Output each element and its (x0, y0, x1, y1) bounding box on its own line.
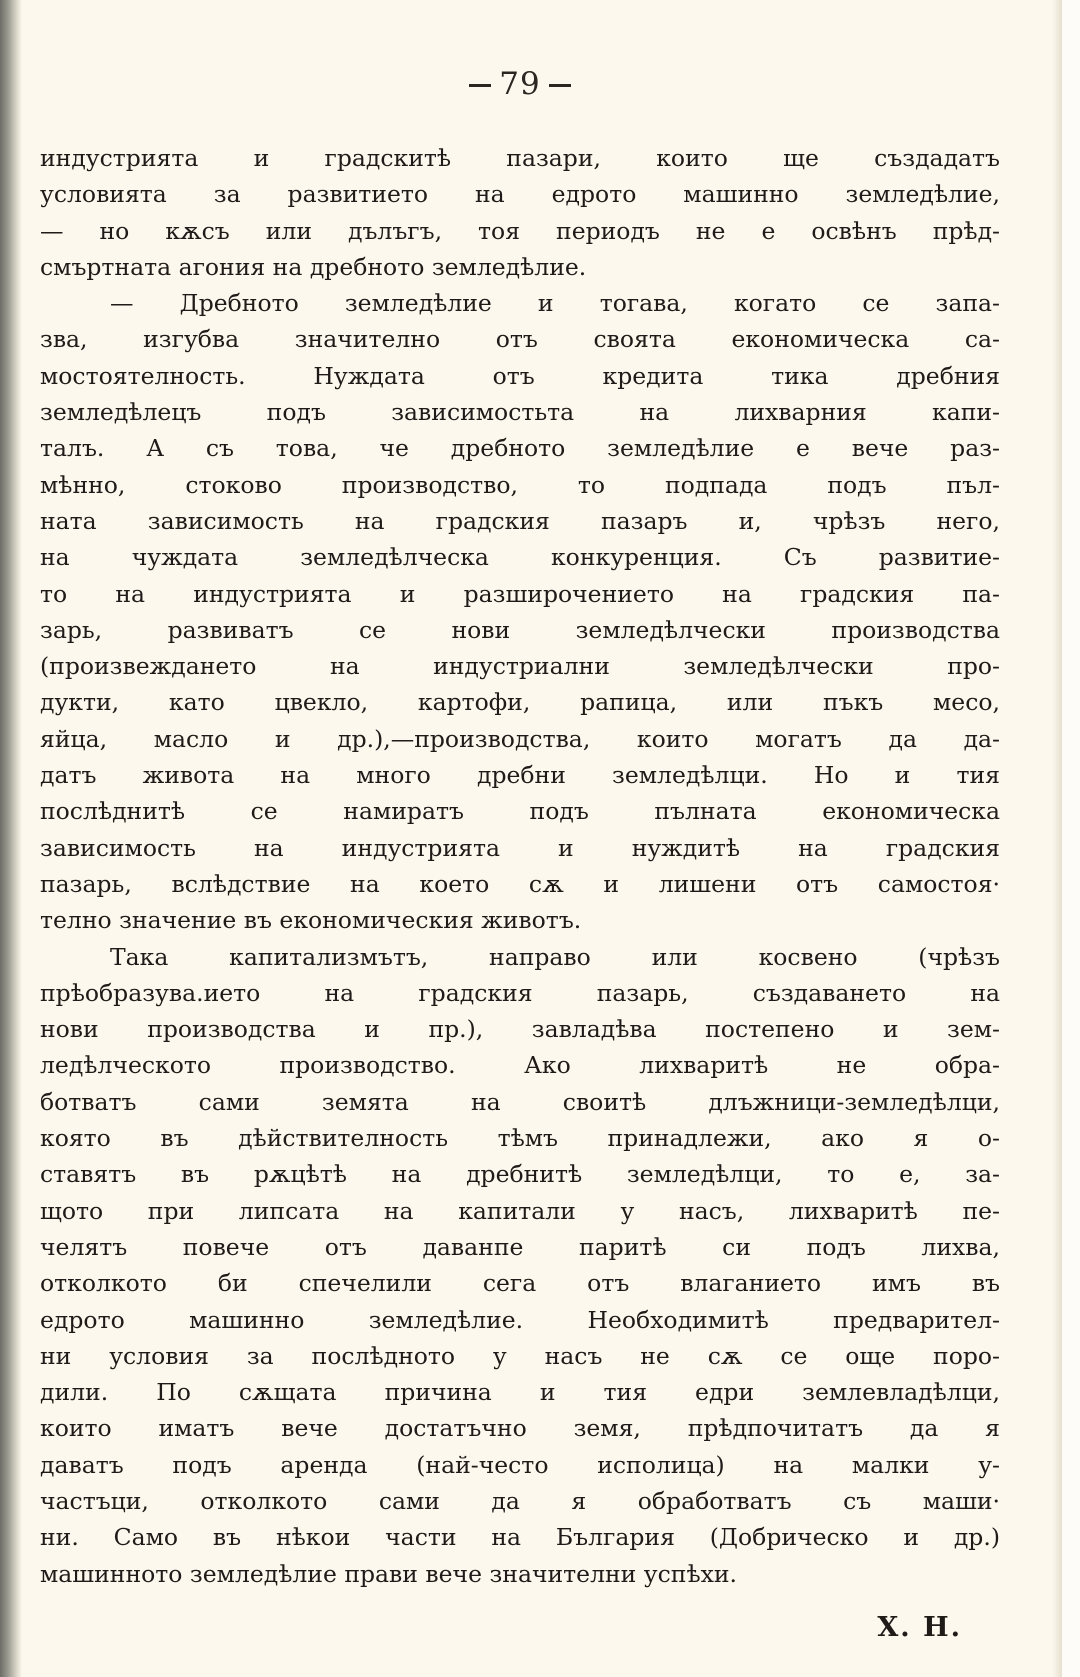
text-line: ледѣлческото производство. Ако лихваритѣ не обра- (40, 1051, 1000, 1080)
text-line: — но кѫсъ или дълъгъ, тоя периодъ не е освѣнъ прѣд- (40, 216, 1000, 245)
spine-shadow (0, 0, 22, 1677)
text-line: датъ живота на много дребни земледѣлци. Но и тия (40, 761, 1000, 790)
author-signature: Х. Н. (877, 1612, 962, 1643)
text-line: — Дребното земледѣлие и тогава, когато се запа- (110, 289, 1000, 318)
page-edge (1052, 0, 1062, 1677)
text-line: телно значение въ економическия животъ. (40, 906, 582, 935)
page-number-dash-right (549, 84, 571, 87)
body-text (40, 140, 1000, 1592)
text-line: които иматъ вече достатъчно земя, прѣдпочитатъ да я (40, 1414, 1000, 1443)
text-line: даватъ подъ аренда (най-често исполица) на малки у- (40, 1450, 1000, 1479)
text-line: то на индустрията и разширочението на градския па- (40, 579, 1000, 608)
text-line: частъци, отколкото сами да я обработватъ съ маши· (40, 1486, 1000, 1515)
text-line: смъртната агония на дребното земледѣлие. (40, 252, 587, 281)
text-line: (произвеждането на индустриални земледѣлчески про- (40, 652, 1000, 681)
text-line: щото при липсата на капитали у насъ, лихваритѣ пе- (40, 1196, 1000, 1225)
page-number-text: 79 (499, 66, 541, 102)
text-line: ни. Само въ нѣкои части на България (Добрическо и др.) (40, 1523, 1000, 1552)
text-line: ни условия за послѣдното у насъ не сѫ се още поро- (40, 1341, 1000, 1370)
text-line: ботватъ сами земята на своитѣ длъжници-земледѣлци, (40, 1087, 1000, 1116)
text-line: зависимость на индустрията и нуждитѣ на градския (40, 833, 1000, 862)
text-line: мостоятелность. Нуждата отъ кредита тика дребния (40, 361, 1000, 390)
text-line: която въ дѣйствителность тѣмъ принадлежи, ако я о- (40, 1124, 1000, 1153)
text-line: прѣобразува.ието на градския пазарь, създаването на (40, 978, 1000, 1007)
text-line: индустрията и градскитѣ пазари, които ще създадатъ (40, 144, 1000, 172)
text-line: зва, изгубва значително отъ своята економическа са- (40, 325, 1000, 354)
text-line: ната зависимость на градския пазаръ и, чрѣзъ него, (40, 506, 1000, 535)
text-line: земледѣлецъ подъ зависимостьта на лихварния капи- (40, 398, 1000, 427)
text-line: на чуждата земледѣлческа конкуренция. Съ развитие- (40, 543, 1000, 572)
text-line: дили. По сѫщата причина и тия едри землевладѣлци, (40, 1378, 1000, 1407)
text-line: едрото машинно земледѣлие. Необходимитѣ предварител- (40, 1305, 1000, 1334)
text-line: ставятъ въ рѫцѣтѣ на дребнитѣ земледѣлци, то е, за- (40, 1160, 1000, 1189)
text-line: челятъ повече отъ даванпе паритѣ си подъ лихва, (40, 1232, 1000, 1261)
text-line: послѣднитѣ се намиратъ подъ пълната економическа (40, 797, 1000, 826)
page-number (0, 66, 1040, 102)
text-line: мѣнно, стоково производство, то подпада подъ пъл- (40, 470, 1000, 499)
page-number-dash-left (469, 84, 491, 87)
text-line: талъ. А съ това, че дребното земледѣлие е вече раз- (40, 434, 1000, 463)
text-line: нови производства и пр.), завладѣва постепено и зем- (40, 1015, 1000, 1044)
text-line: машинното земледѣлие прави вече значителни успѣхи. (40, 1559, 738, 1588)
text-line: зарь, развиватъ се нови земледѣлчески производства (40, 615, 1000, 644)
text-line: дукти, като цвекло, картофи, рапица, или пъкъ месо, (40, 688, 1000, 717)
text-line: отколкото би спечелили сега отъ влаганието имъ въ (40, 1269, 1000, 1298)
text-line: Така капитализмътъ, направо или косвено (чрѣзъ (110, 942, 1000, 971)
text-line: яйца, масло и др.),—производства, които могатъ да да- (40, 724, 1000, 753)
text-line: условията за развитието на едрото машинно земледѣлие, (40, 180, 1000, 209)
text-line: пазарь, вслѣдствие на което сѫ и лишени отъ самостоя· (40, 869, 1000, 898)
